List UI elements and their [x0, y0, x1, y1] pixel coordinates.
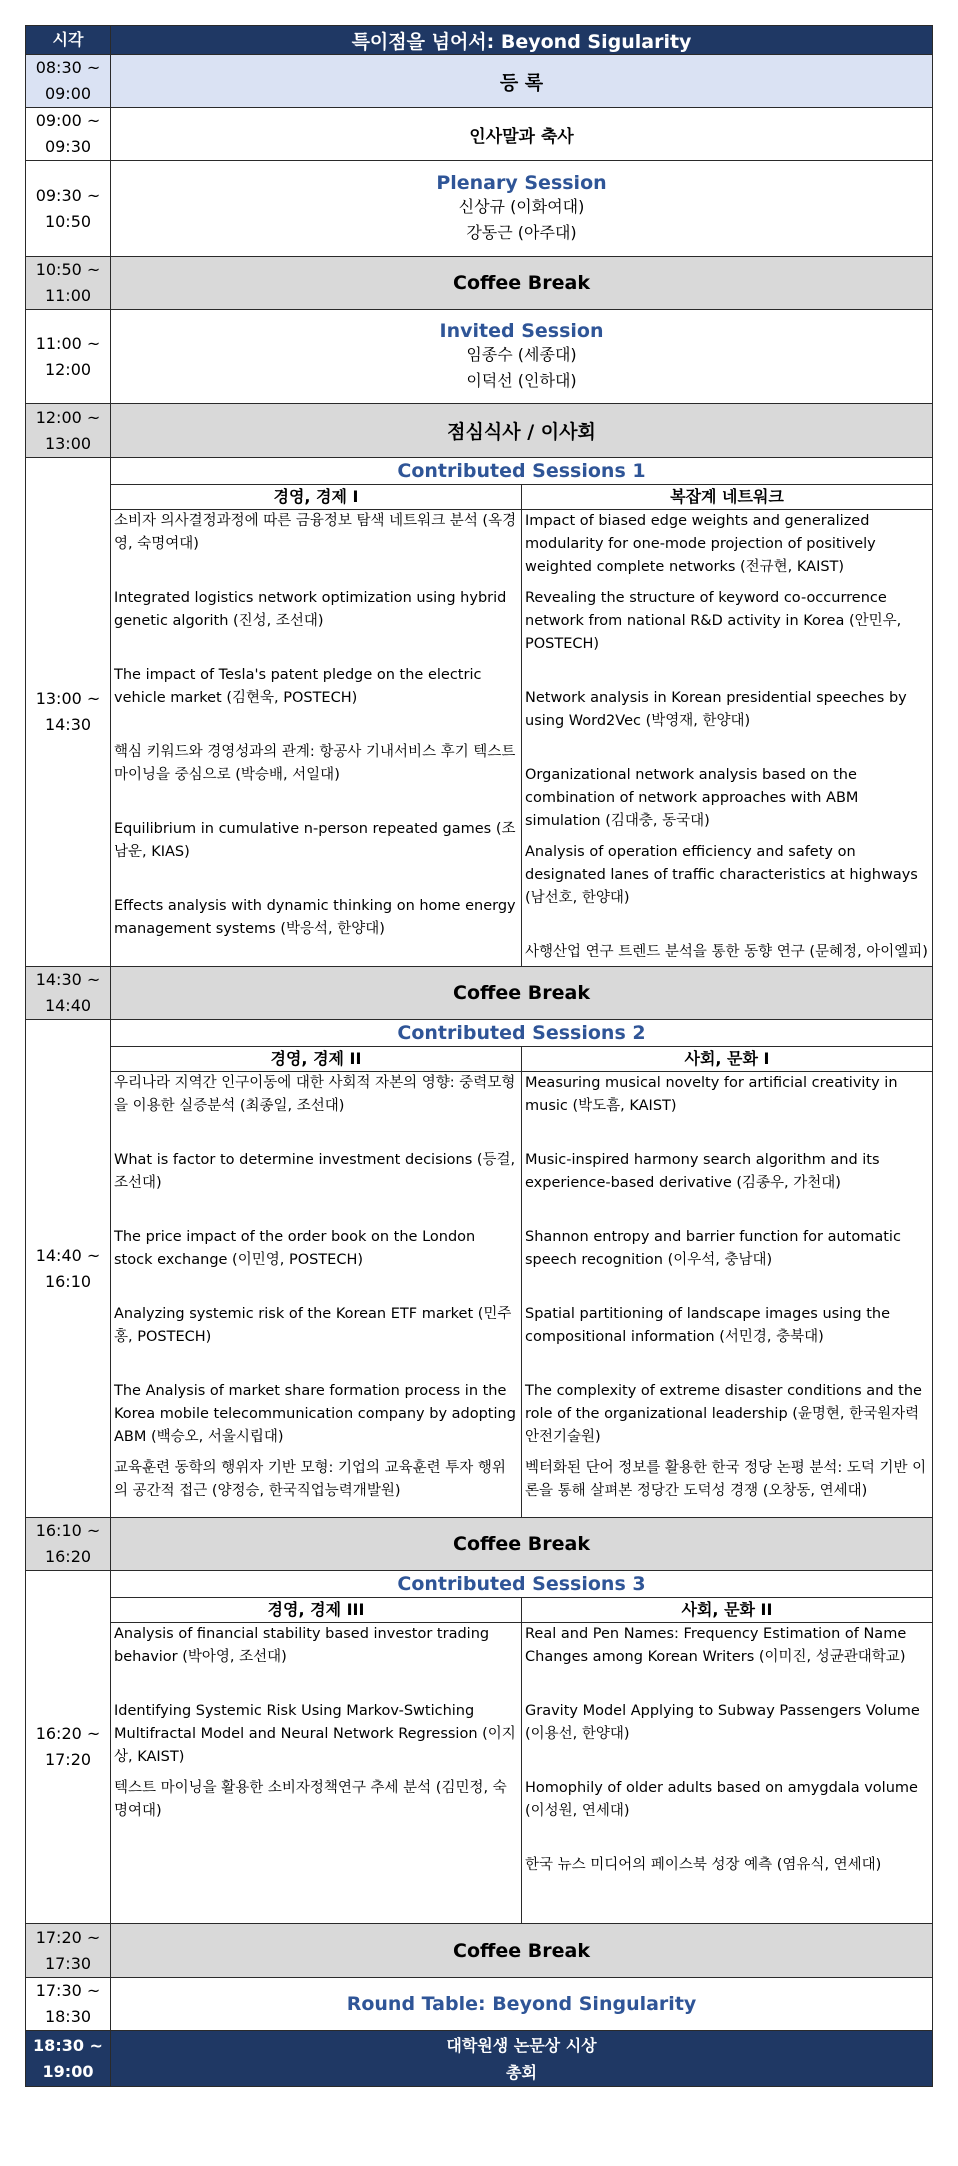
session3-row	[26, 1571, 933, 1924]
paper-item: The Analysis of market share formation process in the Korea mobile telecommunication company by adopting ABM (백승오, 서울시립대)	[114, 1383, 516, 1445]
coffee-break-label: Coffee Break	[111, 967, 933, 1020]
time-start: 09:30 ~	[35, 185, 101, 205]
time-start: 09:00 ~	[35, 111, 101, 130]
time-start: 18:30 ~	[33, 2035, 103, 2055]
session2-title: Contributed Sessions 2	[111, 1020, 932, 1047]
time-start: 16:10 ~	[35, 1521, 101, 1540]
session1-title: Contributed Sessions 1	[111, 458, 932, 485]
time-start: 16:20 ~	[35, 1724, 101, 1743]
paper-item: Integrated logistics network optimization using hybrid genetic algorith (진성, 조선대)	[114, 590, 507, 629]
paper-item: Equilibrium in cumulative n-person repeated games (조남운, KIAS)	[114, 821, 516, 860]
time-end: 14:40	[44, 996, 92, 1015]
time-end: 13:00	[44, 433, 92, 453]
time-start: 17:30 ~	[35, 1981, 101, 2000]
track-header: 경영, 경제 I	[111, 485, 522, 510]
paper-item: What is factor to determine investment decisions (등걸, 조선대)	[114, 1152, 516, 1191]
time-start: 14:30 ~	[35, 970, 101, 989]
header-row	[26, 26, 933, 55]
coffee-break-label: Coffee Break	[111, 1518, 933, 1571]
paper-item: Analyzing systemic risk of the Korean ETF market (민주홍, POSTECH)	[114, 1306, 512, 1345]
paper-item: 교육훈련 동학의 행위자 기반 모형: 기업의 교육훈련 투자 행위의 공간적 접근 (양정승, 한국직업능력개발원)	[114, 1460, 506, 1499]
award-ceremony-label: 대학원생 논문상 시상	[446, 2035, 597, 2055]
time-end: 12:00	[44, 359, 92, 379]
opening-row	[26, 108, 933, 161]
paper-item: Homophily of older adults based on amygdala volume (이성원, 연세대)	[525, 1780, 918, 1819]
plenary-speaker: 신상규 (이화여대)	[458, 196, 585, 216]
time-start: 10:50 ~	[35, 260, 101, 279]
conference-title: 특이점을 넘어서: Beyond Sigularity	[111, 26, 933, 55]
registration-label: 등 록	[111, 55, 933, 108]
plenary-title: Plenary Session	[436, 171, 607, 194]
paper-item: Analysis of operation efficiency and safety on designated lanes of traffic characteristics at highways (남선호, 한양대)	[525, 844, 918, 906]
paper-item: Gravity Model Applying to Subway Passengers Volume (이용선, 한양대)	[525, 1703, 920, 1742]
track-header: 경영, 경제 II	[111, 1047, 522, 1072]
roundtable-label: Round Table: Beyond Singularity	[111, 1978, 933, 2031]
time-start: 17:20 ~	[35, 1927, 101, 1947]
time-start: 13:00 ~	[35, 689, 101, 708]
track-header: 경영, 경제 III	[111, 1598, 522, 1623]
session3-title: Contributed Sessions 3	[111, 1571, 932, 1598]
time-end: 14:30	[44, 715, 92, 734]
invited-speaker: 이덕선 (인하대)	[466, 370, 577, 390]
plenary-speaker: 강동근 (아주대)	[466, 222, 577, 242]
session2-row	[26, 1020, 933, 1518]
roundtable-row	[26, 1978, 933, 2031]
session3-tracks	[111, 1598, 932, 1923]
time-end: 17:30	[44, 1953, 92, 1973]
time-end: 16:10	[44, 1271, 92, 1291]
time-start: 12:00 ~	[35, 407, 101, 427]
paper-item: The complexity of extreme disaster conditions and the role of the organizational leadership (윤명현, 한국원자력안전기술원)	[525, 1383, 922, 1445]
time-end: 18:30	[44, 2007, 92, 2026]
paper-item: 소비자 의사결정과정에 따른 금융정보 탐색 네트워크 분석 (옥경영, 숙명여대)	[114, 513, 517, 552]
paper-item: 텍스트 마이닝을 활용한 소비자정책연구 추세 분석 (김민정, 숙명여대)	[114, 1780, 507, 1819]
time-start: 11:00 ~	[35, 333, 101, 353]
paper-item: Effects analysis with dynamic thinking on home energy management systems (박응석, 한양대)	[114, 898, 516, 937]
paper-item: 벡터화된 단어 정보를 활용한 한국 정당 논평 분석: 도덕 기반 이론을 통해 살펴본 정당간 도덕성 경쟁 (오창동, 연세대)	[525, 1460, 927, 1499]
invited-row	[26, 310, 933, 404]
paper-item: 사행산업 연구 트렌드 분석을 통한 동향 연구 (문혜정, 아이엘피)	[525, 944, 928, 960]
paper-item: Analysis of financial stability based investor trading behavior (박아영, 조선대)	[114, 1626, 490, 1665]
invited-speaker: 임종수 (세종대)	[466, 344, 577, 364]
time-end: 16:20	[44, 1547, 92, 1566]
time-end: 09:00	[44, 84, 92, 103]
lunch-label: 점심식사 / 이사회	[111, 404, 933, 458]
time-end: 19:00	[42, 2061, 94, 2081]
track-header: 사회, 문화 I	[522, 1047, 933, 1072]
paper-item: Identifying Systemic Risk Using Markov-Swtiching Multifractal Model and Neural Network Regression (이지상, KAIST)	[114, 1703, 516, 1765]
lunch-row	[26, 404, 933, 458]
paper-item: The impact of Tesla's patent pledge on the electric vehicle market (김현욱, POSTECH)	[114, 667, 482, 706]
paper-item: Real and Pen Names: Frequency Estimation of Name Changes among Korean Writers (이미진, 성균관대학교)	[525, 1626, 907, 1665]
time-start: 08:30 ~	[35, 58, 101, 77]
session2-tracks	[111, 1047, 932, 1517]
paper-item: Shannon entropy and barrier function for automatic speech recognition (이우석, 충남대)	[525, 1229, 901, 1268]
paper-item: Revealing the structure of keyword co-occurrence network from national R&D activity in Korea (안민우, POSTECH)	[525, 590, 902, 652]
paper-item: 우리나라 지역간 인구이동에 대한 사회적 자본의 영향: 중력모형을 이용한 실증분석 (최종일, 조선대)	[114, 1075, 516, 1114]
paper-item: Measuring musical novelty for artificial creativity in music (박도흠, KAIST)	[525, 1075, 898, 1114]
paper-item: Spatial partitioning of landscape images using the compositional information (서민경, 충북대)	[525, 1306, 891, 1345]
coffee-break-row	[26, 1924, 933, 1978]
time-start: 14:40 ~	[35, 1245, 101, 1265]
coffee-break-row	[26, 257, 933, 310]
general-meeting-label: 총회	[506, 2062, 537, 2082]
time-end: 11:00	[44, 286, 92, 305]
coffee-break-label: Coffee Break	[111, 1924, 933, 1978]
track-header: 복잡계 네트워크	[522, 485, 933, 510]
schedule-table	[25, 25, 933, 2087]
session1-tracks	[111, 485, 932, 966]
coffee-break-label: Coffee Break	[111, 257, 933, 310]
plenary-row	[26, 161, 933, 257]
closing-row	[26, 2031, 933, 2087]
paper-item: Music-inspired harmony search algorithm and its experience-based derivative (김종우, 가천대)	[525, 1152, 880, 1191]
time-end: 10:50	[44, 211, 92, 231]
header-time-label: 시각	[26, 26, 111, 55]
time-end: 09:30	[44, 137, 92, 156]
session1-row	[26, 458, 933, 967]
track-header: 사회, 문화 II	[522, 1598, 933, 1623]
paper-item: Impact of biased edge weights and generalized modularity for one-mode projection of positively weighted complete networks (전규현, KAIST)	[525, 513, 876, 575]
paper-item: Network analysis in Korean presidential speeches by using Word2Vec (박영재, 한양대)	[525, 690, 907, 729]
invited-title: Invited Session	[439, 319, 604, 342]
paper-item: The price impact of the order book on the London stock exchange (이민영, POSTECH)	[114, 1229, 476, 1268]
paper-item: 핵심 키워드와 경영성과의 관계: 항공사 기내서비스 후기 텍스트마이닝을 중심으로 (박승배, 서일대)	[114, 744, 516, 783]
registration-row	[26, 55, 933, 108]
opening-label: 인사말과 축사	[111, 108, 933, 161]
paper-item: 한국 뉴스 미디어의 페이스북 성장 예측 (염유식, 연세대)	[525, 1857, 882, 1873]
coffee-break-row	[26, 967, 933, 1020]
coffee-break-row	[26, 1518, 933, 1571]
time-end: 17:20	[44, 1750, 92, 1769]
paper-item: Organizational network analysis based on the combination of network approaches with ABM simulation (김대충, 동국대)	[525, 767, 859, 829]
